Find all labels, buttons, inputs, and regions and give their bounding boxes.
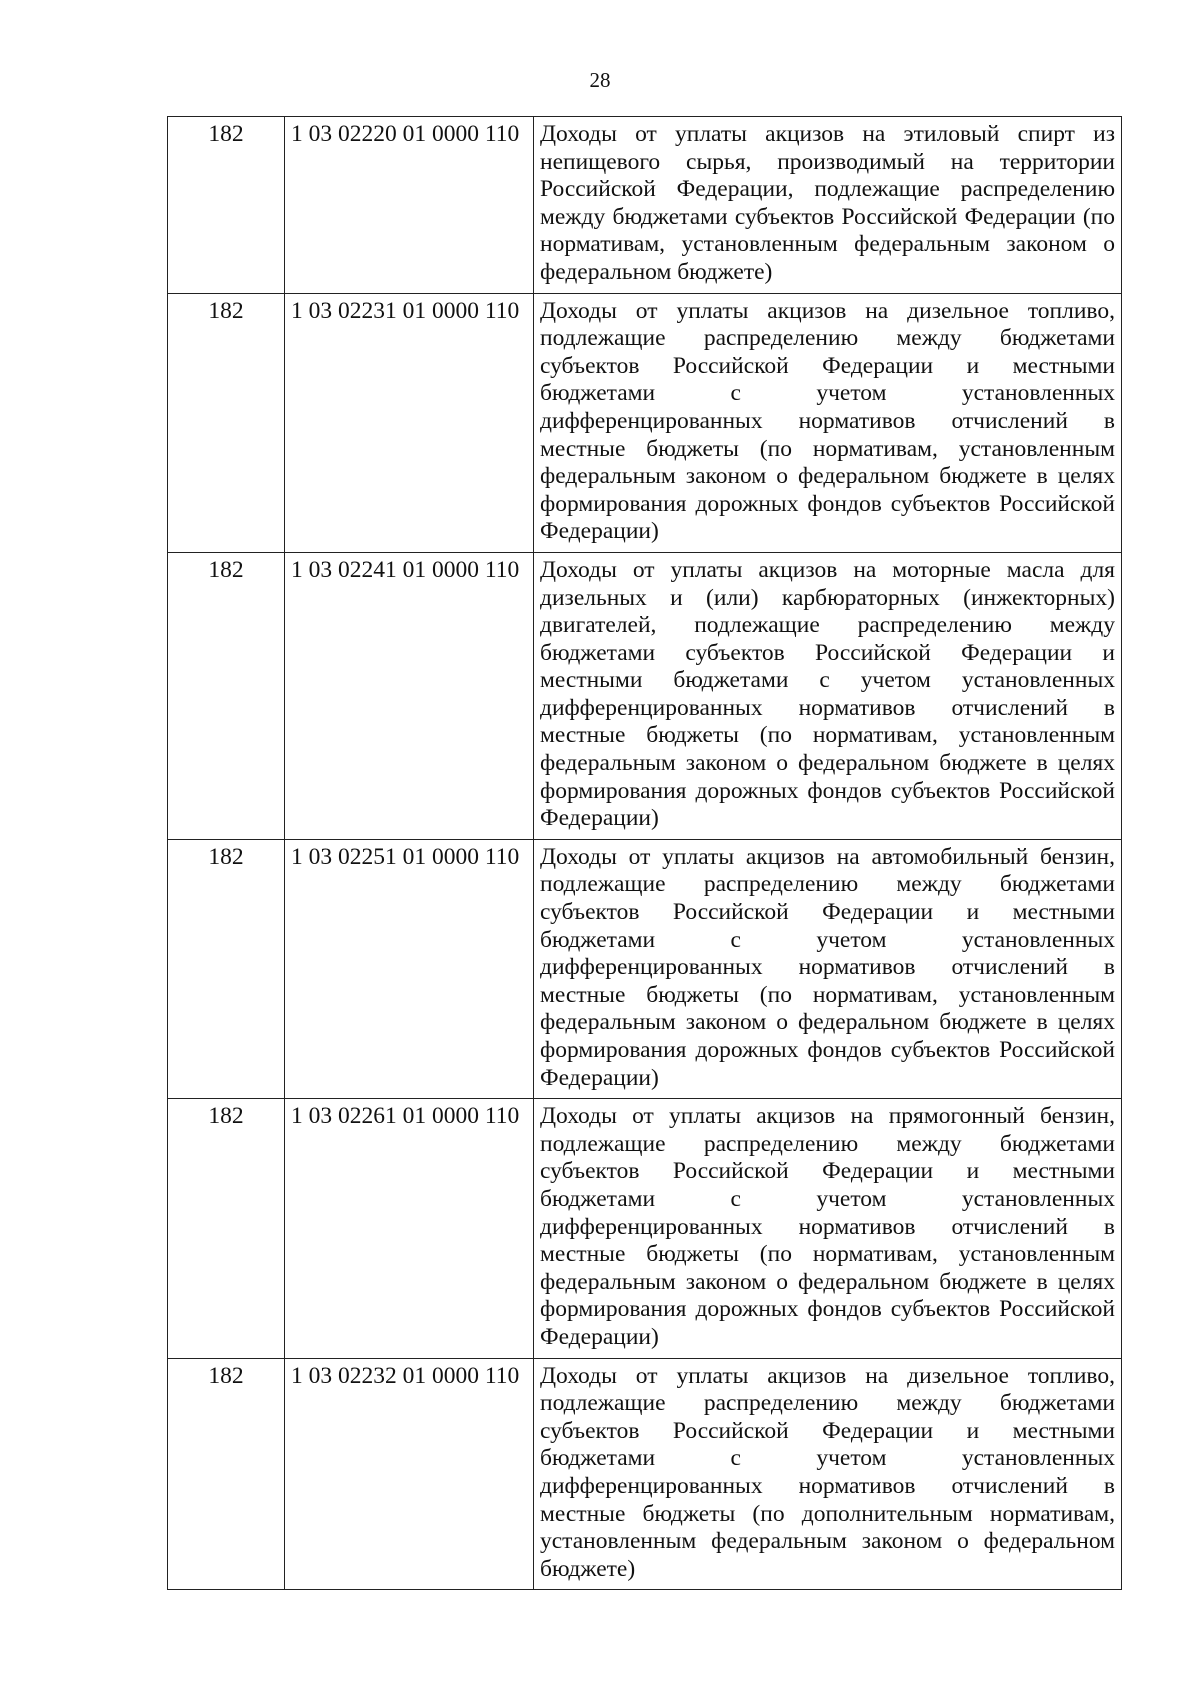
table-row <box>168 1358 1122 1590</box>
admin-code-cell: 182 <box>168 293 285 552</box>
revenue-code-cell: 1 03 02220 01 0000 110 <box>285 117 534 294</box>
admin-code-cell: 182 <box>168 839 285 1098</box>
admin-code-cell: 182 <box>168 1358 285 1590</box>
revenue-code-cell: 1 03 02241 01 0000 110 <box>285 552 534 839</box>
admin-code-cell: 182 <box>168 552 285 839</box>
revenue-description-cell: Доходы от уплаты акцизов на этиловый спирт из непищевого сырья, производимый на территории Российской Федерации, подлежащие распределению между бюджетами субъектов Российской Федерации (по нормативам, установленным федеральным законом о федеральном бюджете) <box>534 117 1122 294</box>
revenue-description-cell: Доходы от уплаты акцизов на моторные масла для дизельных и (или) карбюраторных (инжекторных) двигателей, подлежащие распределению между бюджетами субъектов Российской Федерации и местными бюджетами с учетом установленных дифференцированных нормативов отчислений в местные бюджеты (по нормативам, установленным федеральным законом о федеральном бюджете в целях формирования дорожных фондов субъектов Российской Федерации) <box>534 552 1122 839</box>
revenue-code-cell: 1 03 02231 01 0000 110 <box>285 293 534 552</box>
page-number: 28 <box>589 68 611 92</box>
revenue-description-cell: Доходы от уплаты акцизов на дизельное топливо, подлежащие распределению между бюджетами субъектов Российской Федерации и местными бюджетами с учетом установленных дифференцированных нормативов отчислений в местные бюджеты (по нормативам, установленным федеральным законом о федеральном бюджете в целях формирования дорожных фондов субъектов Российской Федерации) <box>534 293 1122 552</box>
revenue-code-cell: 1 03 02232 01 0000 110 <box>285 1358 534 1590</box>
table-row <box>168 839 1122 1098</box>
revenue-code-cell: 1 03 02251 01 0000 110 <box>285 839 534 1098</box>
table-row <box>168 1099 1122 1358</box>
revenue-description-cell: Доходы от уплаты акцизов на дизельное топливо, подлежащие распределению между бюджетами субъектов Российской Федерации и местными бюджетами с учетом установленных дифференцированных нормативов отчислений в местные бюджеты (по дополнительным нормативам, установленным федеральным законом о федеральном бюджете) <box>534 1358 1122 1590</box>
admin-code-cell: 182 <box>168 1099 285 1358</box>
admin-code-cell: 182 <box>168 117 285 294</box>
revenue-codes-table <box>167 116 1122 1590</box>
revenue-code-cell: 1 03 02261 01 0000 110 <box>285 1099 534 1358</box>
table-row <box>168 293 1122 552</box>
revenue-description-cell: Доходы от уплаты акцизов на автомобильный бензин, подлежащие распределению между бюджетами субъектов Российской Федерации и местными бюджетами с учетом установленных дифференцированных нормативов отчислений в местные бюджеты (по нормативам, установленным федеральным законом о федеральном бюджете в целях формирования дорожных фондов субъектов Российской Федерации) <box>534 839 1122 1098</box>
table-row <box>168 117 1122 294</box>
revenue-description-cell: Доходы от уплаты акцизов на прямогонный бензин, подлежащие распределению между бюджетами субъектов Российской Федерации и местными бюджетами с учетом установленных дифференцированных нормативов отчислений в местные бюджеты (по нормативам, установленным федеральным законом о федеральном бюджете в целях формирования дорожных фондов субъектов Российской Федерации) <box>534 1099 1122 1358</box>
table-row <box>168 552 1122 839</box>
